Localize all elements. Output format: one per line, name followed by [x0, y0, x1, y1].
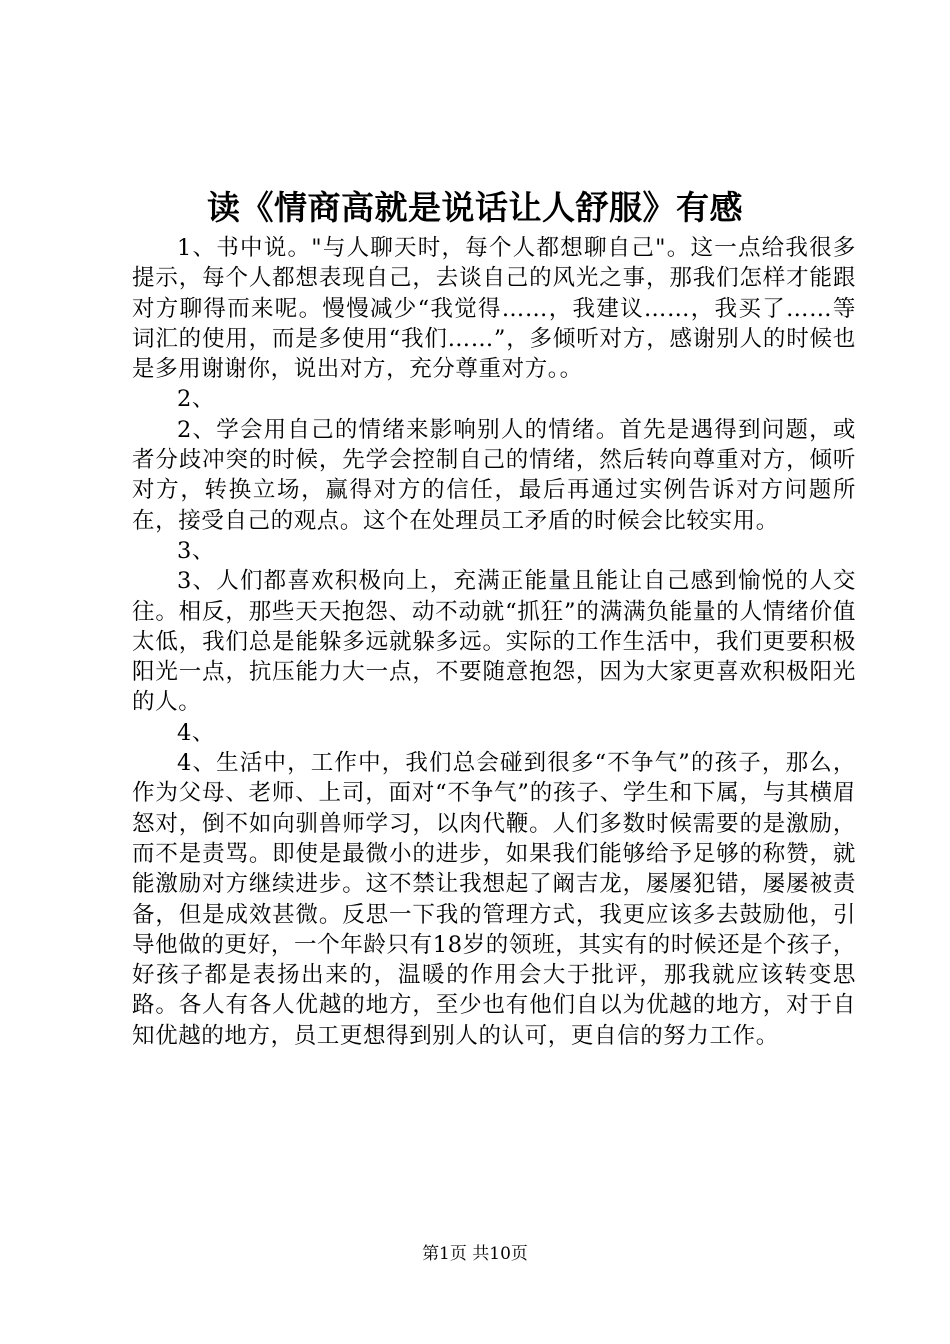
document-body: [132, 233, 856, 1051]
paragraph-3-heading: 3、: [177, 537, 216, 564]
paragraph-4-heading: 4、: [177, 719, 216, 746]
paragraph-2: 2、学会用自己的情绪来影响别人的情绪。首先是遇得到问题，或者分歧冲突的时候，先学会控制自己的情绪，然后转向尊重对方，倾听对方，转换立场，赢得对方的信任，最后再通过实例告诉对方问题所在，接受自己的观点。这个在处理员工矛盾的时候会比较实用。: [132, 416, 856, 534]
document-title: 读《情商高就是说话让人舒服》有感: [207, 188, 743, 227]
paragraph-2-heading: 2、: [177, 386, 216, 413]
paragraph-1: 1、书中说。"与人聊天时，每个人都想聊自己"。这一点给我很多提示，每个人都想表现自己，去谈自己的风光之事，那我们怎样才能跟对方聊得而来呢。慢慢减少“我觉得……，我建议……，我买了……等词汇的使用，而是多使用“我们……”，多倾听对方，感谢别人的时候也是多用谢谢你，说出对方，充分尊重对方。。: [132, 235, 856, 383]
page-number-footer: 第1页 共10页: [422, 1244, 528, 1264]
paragraph-4: 4、生活中，工作中，我们总会碰到很多“不争气”的孩子，那么，作为父母、老师、上司，面对“不争气”的孩子、学生和下属，与其横眉怒对，倒不如向驯兽师学习，以肉代鞭。人们多数时候需要的是激励，而不是责骂。即使是最微小的进步，如果我们能够给予足够的称赞，就能激励对方继续进步。这不禁让我想起了阚吉龙，屡屡犯错，屡屡被责备，但是成效甚微。反思一下我的管理方式，我更应该多去鼓励他，引导他做的更好，一个年龄只有18岁的领班，其实有的时候还是个孩子，好孩子都是表扬出来的，温暖的作用会大于批评，那我就应该转变思路。各人有各人优越的地方，至少也有他们自以为优越的地方，对于自知优越的地方，员工更想得到别人的认可，更自信的努力工作。: [132, 750, 856, 1049]
paragraph-3: 3、人们都喜欢积极向上，充满正能量且能让自己感到愉悦的人交往。相反，那些天天抱怨、动不动就“抓狂”的满满负能量的人情绪价值太低，我们总是能躲多远就躲多远。实际的工作生活中，我们更要积极阳光一点，抗压能力大一点，不要随意抱怨，因为大家更喜欢积极阳光的人。: [132, 568, 856, 716]
